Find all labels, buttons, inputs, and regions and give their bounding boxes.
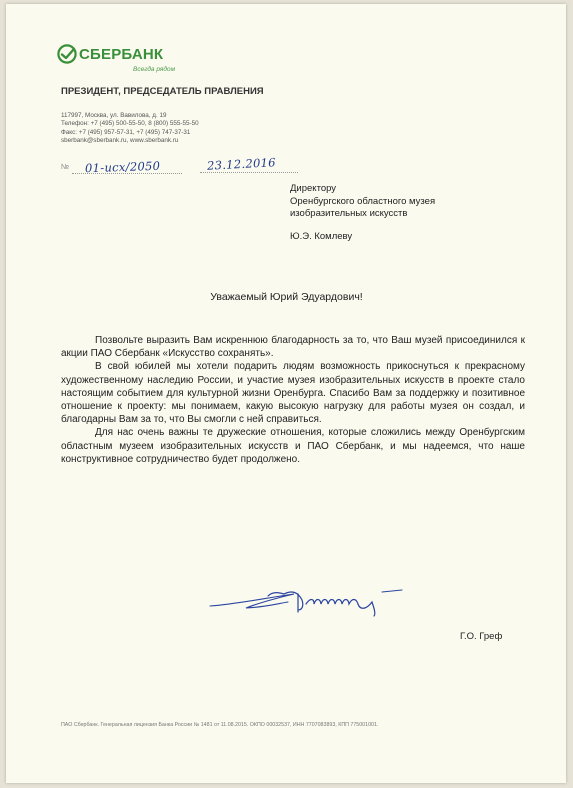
footer-legal: ПАО Сбербанк. Генеральная лицензия Банка России № 1481 от 11.08.2015. ОКПО 00032537, ИНН 7707083893, КПП 775001001.: [61, 722, 379, 728]
addressee-name: Ю.Э. Комлеву: [290, 231, 353, 242]
sender-position-title: ПРЕЗИДЕНТ, ПРЕДСЕДАТЕЛЬ ПРАВЛЕНИЯ: [61, 86, 264, 97]
body-paragraph: Позвольте выразить Вам искреннюю благодарность за то, что Ваш музей присоединился к акции ПАО Сбербанк «Искусство сохранять».: [61, 335, 525, 360]
letter-body: [61, 334, 525, 466]
sberbank-logo: [57, 44, 187, 78]
contact-address: 117997, Москва, ул. Вавилова, д. 19: [61, 112, 167, 119]
registration-number-prefix: №: [61, 162, 70, 171]
contact-email-web: sberbank@sberbank.ru, www.sberbank.ru: [61, 137, 179, 145]
addressee-line: Оренбургского областного музея: [290, 195, 436, 207]
registration-date: 23.12.2016: [206, 155, 277, 173]
addressee-line: изобразительных искусств: [290, 208, 408, 219]
brand-name: СБЕРБАНК: [79, 46, 164, 63]
salutation: Уважаемый Юрий Эдуардович!: [210, 291, 363, 303]
contact-fax: Факс: +7 (495) 957-57-31, +7 (495) 747-37-31: [61, 128, 191, 136]
addressee-line: Директору: [290, 183, 337, 194]
sberbank-logo-icon: [57, 44, 77, 64]
body-paragraph: В свой юбилей мы хотели подарить людям возможность прикоснуться к прекрасному художественному наследию России, и участие музея изобразительных искусств в проекте стало настоящим событием для культурной жизни Оренбурга. Спасибо Вам за поддержку и позитивное отношение к проекту: мы понимаем, какую высокую нагрузку для работы музея он создал, и благодарны Вам за то, что Вы смогли с ней справиться.: [61, 361, 525, 426]
brand-tagline: Всегда рядом: [133, 66, 176, 73]
signature-image: [206, 580, 421, 620]
registration-number: 01-исх/2050: [84, 158, 161, 176]
contact-phone: Телефон: +7 (495) 500-55-50, 8 (800) 555-55-50: [61, 120, 199, 128]
sender-contacts: [61, 112, 199, 146]
body-paragraph: Для нас очень важны те дружеские отношения, которые сложились между Оренбургским областным музеем изобразительных искусств и ПАО Сбербанк, и мы надеемся, что наше конструктивное сотрудничество будет продолжено.: [61, 427, 525, 465]
signer-name: Г.О. Греф: [460, 631, 503, 642]
addressee-block: [290, 183, 435, 221]
